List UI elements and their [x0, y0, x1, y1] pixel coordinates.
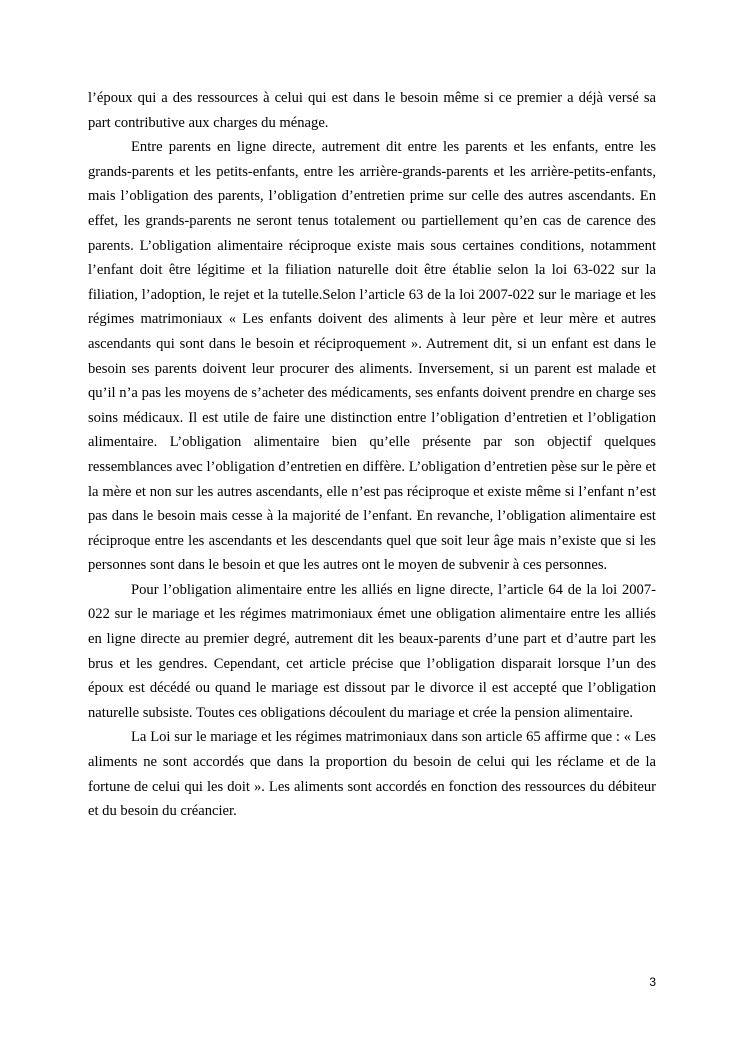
page-number: 3: [649, 975, 656, 989]
paragraph-continuation: l’époux qui a des ressources à celui qui est dans le besoin même si ce premier a déjà versé sa part contributive aux charges du ménage.: [88, 90, 656, 131]
paragraph-parents-ligne-directe: Entre parents en ligne directe, autrement dit entre les parents et les enfants, entre les grands-parents et les petits-enfants, entre les arrière-grands-parents et les arrière-petits-enfants, mais l’obligation des parents, l’obligation d’entretien prime sur celle des autres ascendants. En effet, les grands-parents ne seront tenus totalement ou partiellement qu’en cas de carence des parents. L’obligation alimentaire réciproque existe mais sous certaines conditions, notamment l’enfant doit être légitime et la filiation naturelle doit être établie selon la loi 63-022 sur la filiation, l’adoption, le rejet et la tutelle.Selon l’article 63 de la loi 2007-022 sur le mariage et les régimes matrimoniaux « Les enfants doivent des aliments à leur père et leur mère et autres ascendants qui sont dans le besoin et réciproquement ». Autrement dit, si un enfant est dans le besoin ses parents doivent leur procurer des aliments. Inversement, si un parent est malade et qu’il n’a pas les moyens de s’acheter des médicaments, ses enfants doivent prendre en charge ses soins médicaux. Il est utile de faire une distinction entre l’obligation d’entretien et l’obligation alimentaire. L’obligation alimentaire bien qu’elle présente par son objectif quelques ressemblances avec l’obligation d’entretien en diffère. L’obligation d’entretien pèse sur le père et la mère et non sur les autres ascendants, elle n’est pas réciproque et existe même si l’enfant n’est pas dans le besoin mais cesse à la majorité de l’enfant. En revanche, l’obligation alimentaire est réciproque entre les ascendants et les descendants quel que soit leur âge mais n’existe que si les personnes sont dans le besoin et que les autres ont le moyen de subvenir à ces personnes.: [88, 139, 656, 574]
body-text: [88, 86, 656, 824]
paragraph-allies-ligne-directe: Pour l’obligation alimentaire entre les alliés en ligne directe, l’article 64 de la loi 2007-022 sur le mariage et les régimes matrimoniaux émet une obligation alimentaire entre les alliés en ligne directe au premier degré, autrement dit les beaux-parents d’une part et d’autre part les brus et les gendres. Cependant, cet article précise que l’obligation disparait lorsque l’un des époux est décédé ou quand le mariage est dissout par le divorce il est accepté que l’obligation naturelle subsiste. Toutes ces obligations découlent du mariage et crée la pension alimentaire.: [88, 581, 656, 721]
paragraph-article-65: La Loi sur le mariage et les régimes matrimoniaux dans son article 65 affirme que : « Les aliments ne sont accordés que dans la proportion du besoin de celui qui les réclame et de la fortune de celui qui les doit ». Les aliments sont accordés en fonction des ressources du débiteur et du besoin du créancier.: [88, 729, 656, 820]
